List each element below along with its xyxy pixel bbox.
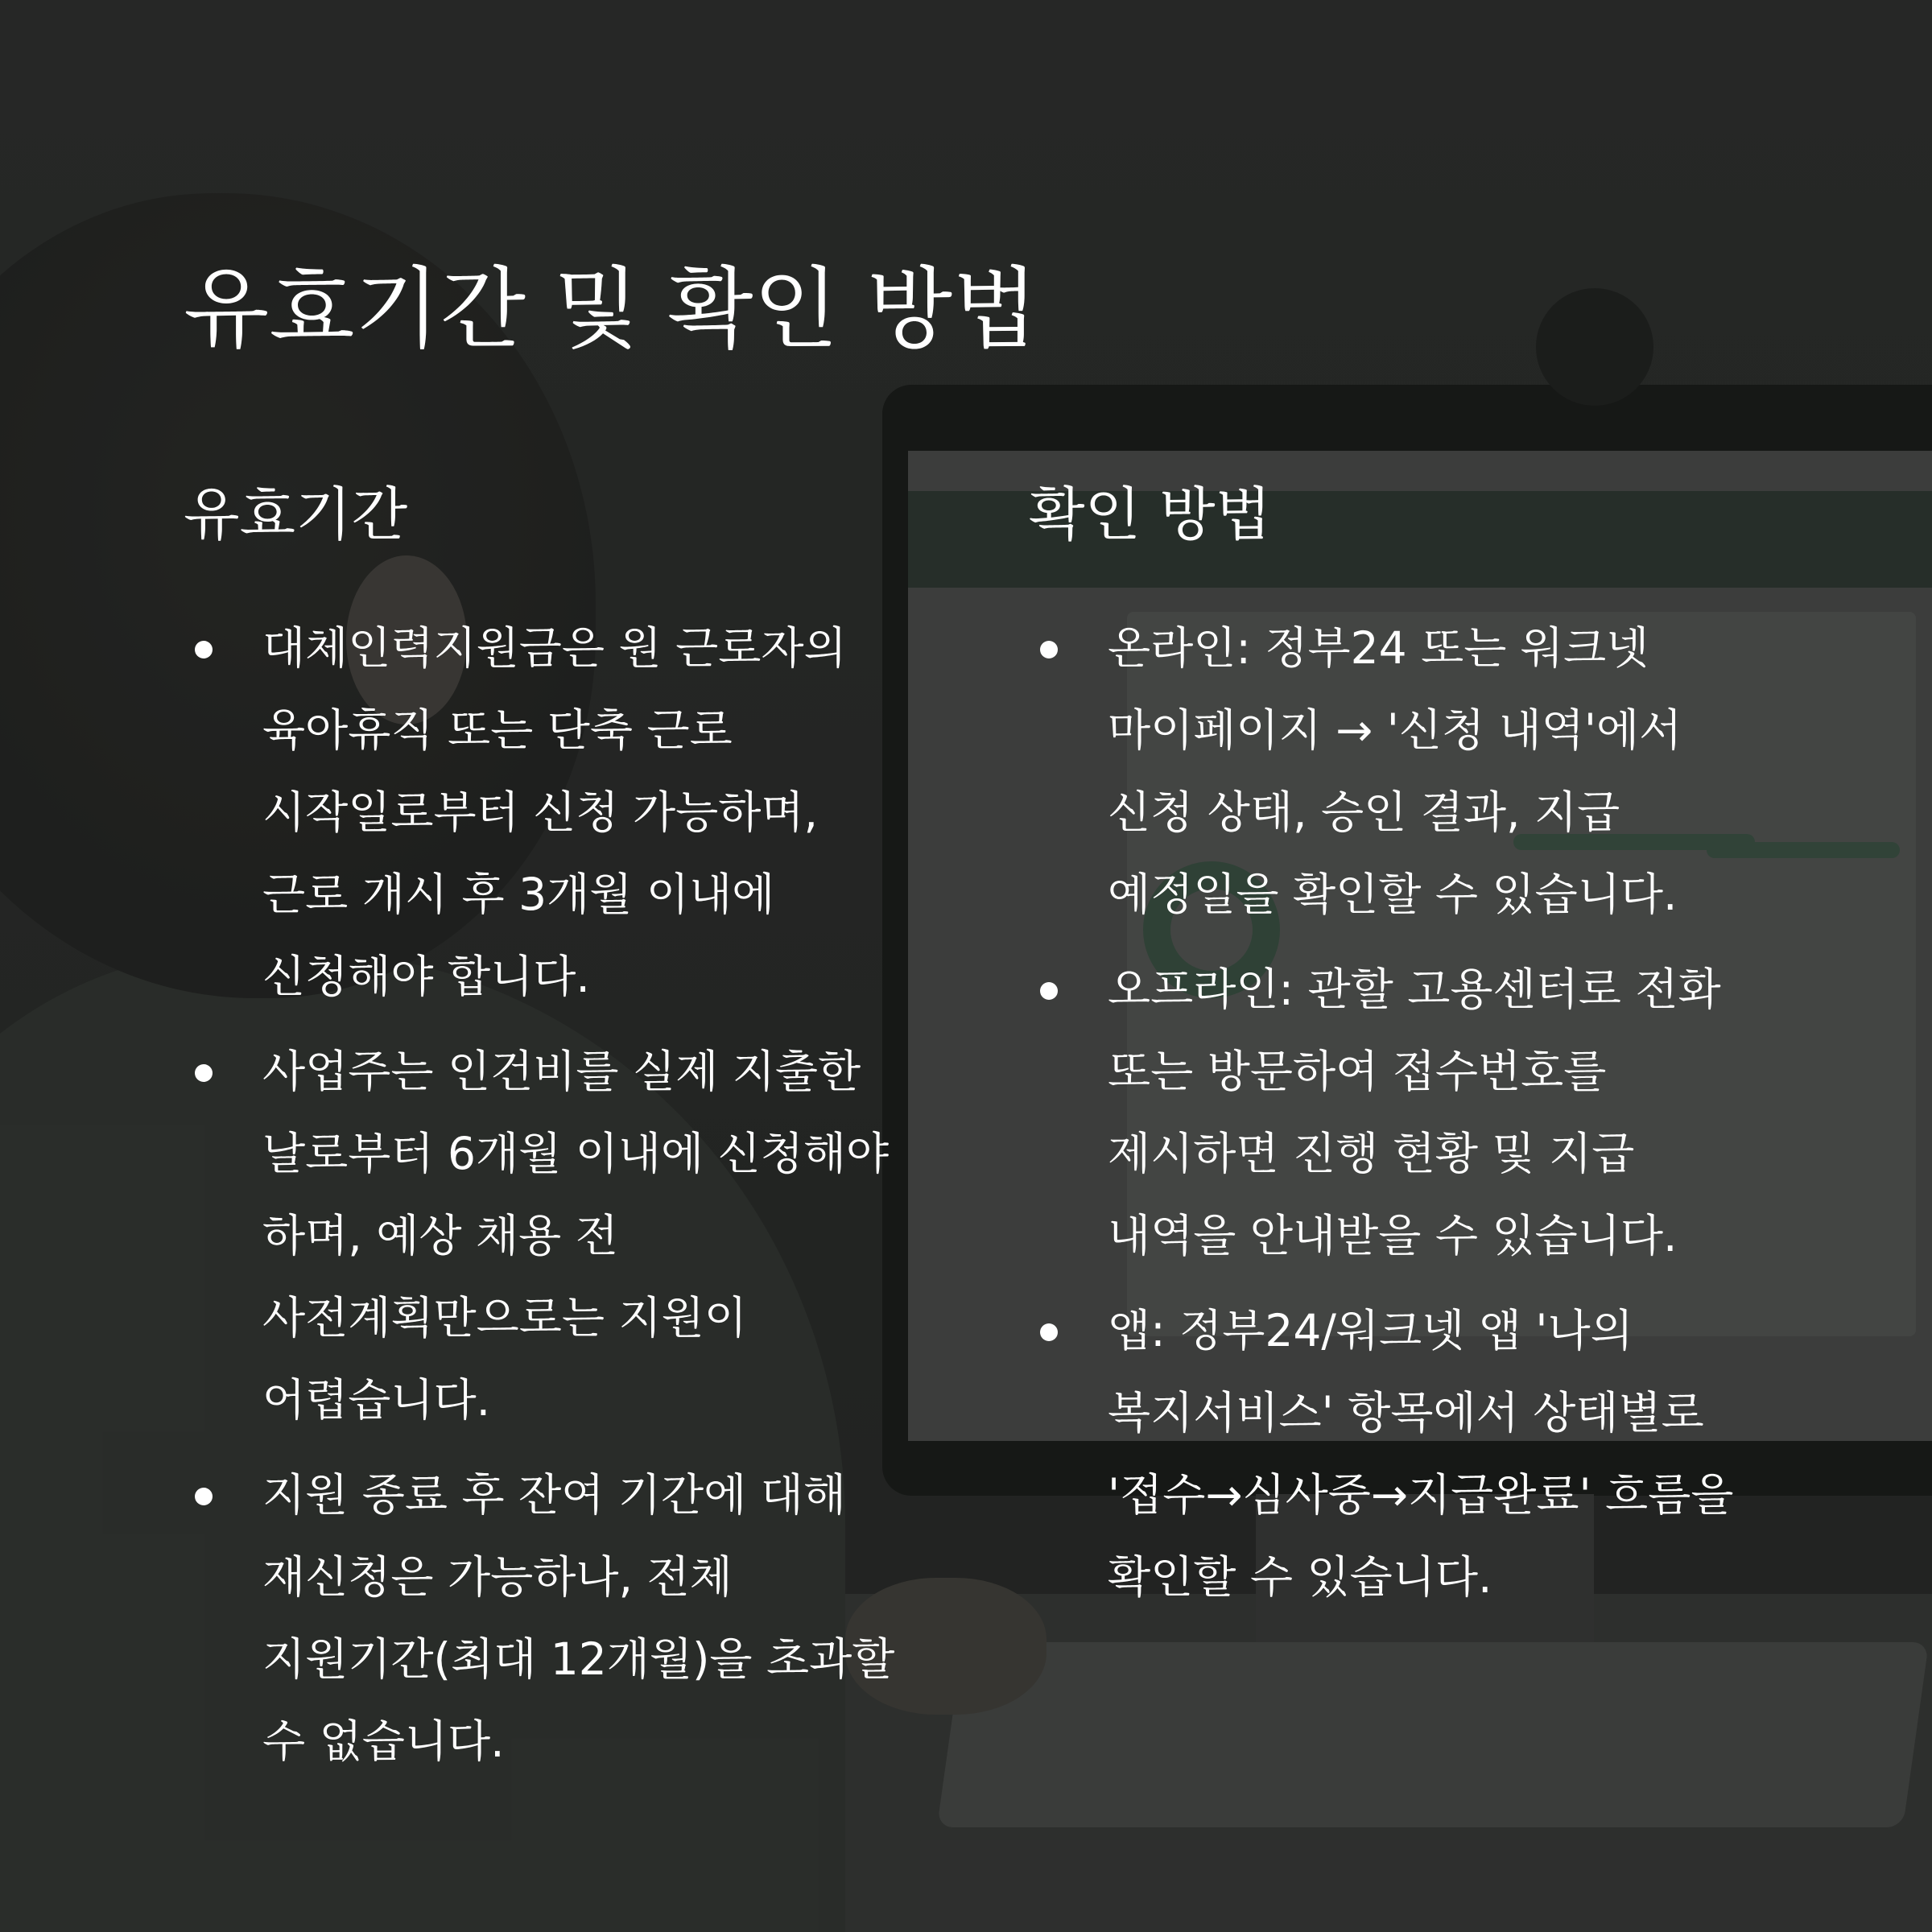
bullet-dot-icon bbox=[1040, 1323, 1058, 1341]
list-item bbox=[184, 607, 908, 1018]
bullet-dot-icon bbox=[1040, 982, 1058, 1000]
list-item-text: 온라인: 정부24 또는 워크넷 마이페이지 → '신청 내역'에서 신청 상태, 승인 결과, 지급 예정일을 확인할 수 있습니다. bbox=[1108, 622, 1682, 921]
bullet-dot-icon bbox=[195, 1064, 213, 1082]
list-item-text: 사업주는 인건비를 실제 지출한 날로부터 6개월 이내에 신청해야 하며, 예상 채용 전 사전계획만으로는 지원이 어렵습니다. bbox=[262, 1046, 890, 1426]
check-method-section bbox=[1029, 480, 1777, 1631]
list-item-text: 앱: 정부24/워크넷 앱 '나의 복지서비스' 항목에서 상태별로 '접수→심사중→지급완료' 흐름을 확인할 수 있습니다. bbox=[1108, 1305, 1734, 1604]
bullet-dot-icon bbox=[195, 641, 213, 658]
list-item bbox=[184, 1030, 908, 1441]
page-title: 유효기간 및 확인 방법 bbox=[184, 258, 1038, 361]
check-method-heading: 확인 방법 bbox=[1029, 481, 1272, 548]
list-item bbox=[1029, 1290, 1777, 1618]
list-item-text: 대체인력지원금은 원 근로자의 육아휴직 또는 단축 근로 시작일로부터 신청 가능하며, 근로 개시 후 3개월 이내에 신청해야 합니다. bbox=[262, 622, 847, 1003]
list-item-text: 지원 종료 후 잔여 기간에 대해 재신청은 가능하나, 전체 지원기간(최대 12개월)을 초과할 수 없습니다. bbox=[262, 1469, 895, 1768]
list-item bbox=[1029, 607, 1777, 935]
validity-period-section bbox=[184, 480, 908, 1795]
bullet-dot-icon bbox=[1040, 641, 1058, 658]
check-method-list bbox=[1029, 607, 1777, 1618]
bullet-dot-icon bbox=[195, 1488, 213, 1505]
validity-period-list bbox=[184, 607, 908, 1782]
list-item bbox=[1029, 948, 1777, 1277]
list-item-text: 오프라인: 관할 고용센터로 전화 또는 방문하여 접수번호를 제시하면 진행 현황 및 지급 내역을 안내받을 수 있습니다. bbox=[1108, 964, 1721, 1262]
validity-period-heading: 유효기간 bbox=[184, 481, 408, 548]
list-item bbox=[184, 1454, 908, 1782]
